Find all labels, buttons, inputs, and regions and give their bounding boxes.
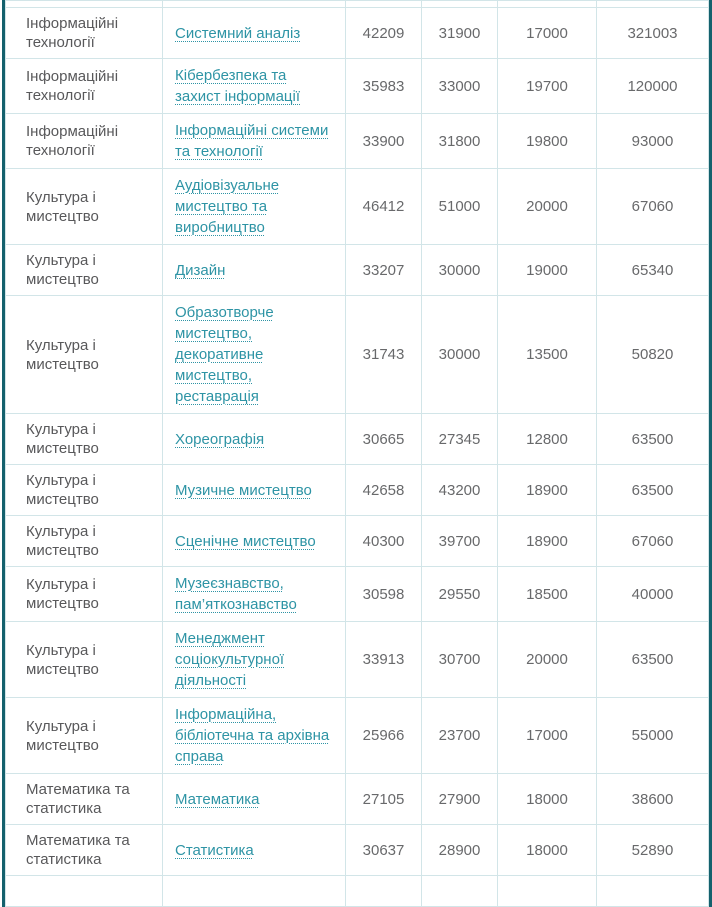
value-cell: 17000 [498,8,597,59]
category-cell: Культура і мистецтво [6,169,163,245]
specialty-cell [163,8,346,59]
value-cell: 30700 [422,622,498,698]
value-cell: 17000 [498,698,597,774]
value-cell: 33913 [346,622,422,698]
value-cell: 31900 [422,8,498,59]
specialty-cell [163,516,346,567]
value-cell: 33900 [346,114,422,169]
value-cell: 29550 [422,567,498,622]
category-cell: Культура і мистецтво [6,567,163,622]
specialties-table-frame [2,0,712,907]
specialty-link[interactable]: Кібербезпека та захист інформації [175,67,301,105]
value-cell: 42658 [346,465,422,516]
value-cell: 39700 [422,516,498,567]
value-cell: 27105 [346,774,422,825]
table-row [6,774,709,825]
value-cell: 93000 [597,114,709,169]
value-cell: 18000 [498,774,597,825]
specialties-table [5,0,709,907]
value-cell: 31800 [422,114,498,169]
specialty-cell [163,114,346,169]
value-cell: 321003 [597,8,709,59]
table-row [6,567,709,622]
category-cell: Культура і мистецтво [6,296,163,414]
value-cell: 51000 [422,169,498,245]
specialty-cell [163,622,346,698]
value-cell: 40000 [597,567,709,622]
specialty-link[interactable]: Математика [175,790,260,808]
value-cell: 30000 [422,296,498,414]
value-cell: 63500 [597,622,709,698]
category-cell: Культура і мистецтво [6,698,163,774]
category-cell: Математика та статистика [6,774,163,825]
category-cell: Інформаційні технології [6,8,163,59]
value-cell: 46412 [346,169,422,245]
value-cell: 28900 [422,825,498,876]
value-cell: 27345 [422,414,498,465]
value-cell: 31743 [346,296,422,414]
table-row [6,8,709,59]
value-cell: 18900 [498,465,597,516]
specialty-link[interactable]: Музичне мистецтво [175,481,312,499]
value-cell: 30598 [346,567,422,622]
table-row-clipped-top [6,1,709,8]
value-cell: 67060 [597,169,709,245]
specialty-cell [163,774,346,825]
value-cell: 20000 [498,622,597,698]
specialty-link[interactable]: Системний аналіз [175,24,301,42]
table-row [6,59,709,114]
value-cell: 18500 [498,567,597,622]
specialty-cell [163,825,346,876]
specialty-cell [163,567,346,622]
value-cell: 19000 [498,245,597,296]
table-row [6,245,709,296]
value-cell: 40300 [346,516,422,567]
specialty-link[interactable]: Інформаційна, бібліотечна та архівна справа [175,706,330,765]
table-row [6,698,709,774]
category-cell: Культура і мистецтво [6,245,163,296]
specialty-link[interactable]: Дизайн [175,261,226,279]
specialty-link[interactable]: Сценічне мистецтво [175,532,316,550]
value-cell: 43200 [422,465,498,516]
specialty-link[interactable]: Інформаційні системи та технології [175,122,329,160]
table-row [6,465,709,516]
value-cell: 42209 [346,8,422,59]
value-cell: 12800 [498,414,597,465]
table-row [6,296,709,414]
specialty-cell [163,414,346,465]
value-cell: 19800 [498,114,597,169]
table-row [6,516,709,567]
table-row [6,622,709,698]
specialty-link[interactable]: Менеджмент соціокультурної діяльності [175,630,285,689]
value-cell: 67060 [597,516,709,567]
value-cell: 35983 [346,59,422,114]
category-cell: Культура і мистецтво [6,516,163,567]
value-cell: 30665 [346,414,422,465]
value-cell: 20000 [498,169,597,245]
category-cell: Математика та статистика [6,825,163,876]
table-row [6,169,709,245]
value-cell: 30000 [422,245,498,296]
specialty-link[interactable]: Музеєзнавство, пам’яткознавство [175,575,297,613]
specialty-link[interactable]: Статистика [175,841,254,859]
value-cell: 63500 [597,414,709,465]
category-cell: Інформаційні технології [6,114,163,169]
value-cell: 23700 [422,698,498,774]
category-cell: Культура і мистецтво [6,622,163,698]
value-cell: 30637 [346,825,422,876]
value-cell: 33207 [346,245,422,296]
value-cell: 52890 [597,825,709,876]
specialty-cell [163,698,346,774]
specialty-cell [163,465,346,516]
value-cell: 120000 [597,59,709,114]
category-cell: Інформаційні технології [6,59,163,114]
value-cell: 33000 [422,59,498,114]
specialty-cell [163,296,346,414]
value-cell: 18900 [498,516,597,567]
value-cell: 25966 [346,698,422,774]
value-cell: 18000 [498,825,597,876]
specialty-cell [163,245,346,296]
specialty-cell [163,169,346,245]
value-cell: 19700 [498,59,597,114]
value-cell: 27900 [422,774,498,825]
value-cell: 55000 [597,698,709,774]
table-row [6,114,709,169]
value-cell: 65340 [597,245,709,296]
value-cell: 63500 [597,465,709,516]
specialty-link[interactable]: Аудіовізуальне мистецтво та виробництво [175,177,280,236]
value-cell: 38600 [597,774,709,825]
value-cell: 50820 [597,296,709,414]
category-cell: Культура і мистецтво [6,414,163,465]
table-row-clipped-bottom [6,876,709,907]
value-cell: 13500 [498,296,597,414]
category-cell: Культура і мистецтво [6,465,163,516]
specialty-link[interactable]: Хореографія [175,430,265,448]
specialty-link[interactable]: Образотворче мистецтво, декоративне мистецтво, реставрація [175,304,274,405]
table-row [6,825,709,876]
specialty-cell [163,59,346,114]
table-row [6,414,709,465]
